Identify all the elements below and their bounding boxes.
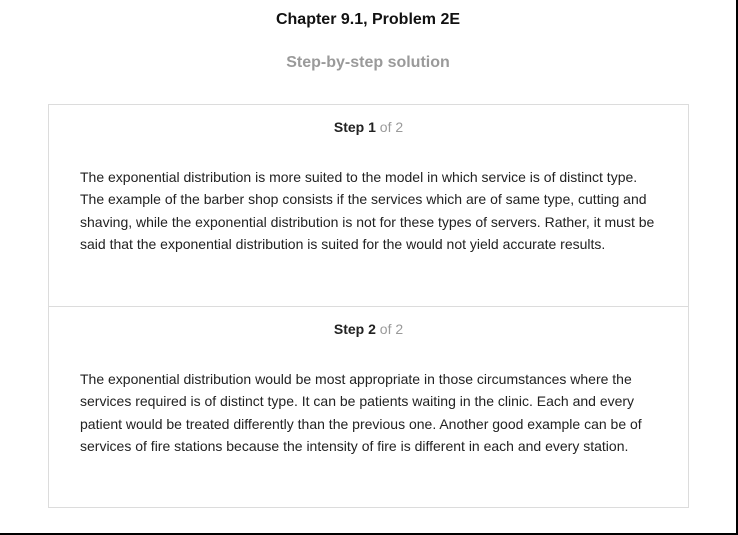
step-1-number: 1: [368, 119, 376, 135]
step-2-label: Step: [333, 321, 365, 337]
page-title: Chapter 9.1, Problem 2E: [275, 11, 461, 28]
step-2: [49, 306, 688, 507]
step-1-header: [49, 119, 688, 135]
solution-steps-card: [48, 104, 689, 508]
step-2-header: [49, 321, 688, 337]
step-2-of-total: of 2: [379, 321, 404, 337]
step-2-text: The exponential distribution would be most appropriate in those circumstances where the services required is of distinct type. It can be patients waiting in the clinic. Each and every patient would be treated differently than the previous one. Another good example can be of services of fire stations because the intensity of fire is different in each and every station.: [80, 371, 642, 454]
step-1-label: Step: [333, 119, 365, 135]
page-subtitle: Step-by-step solution: [286, 54, 450, 71]
step-2-number: 2: [368, 321, 376, 337]
step-1-of-total: of 2: [379, 119, 404, 135]
step-1-text: The exponential distribution is more suited to the model in which service is of distinct type. The example of the barber shop consists if the services which are of same type, cutting and shaving, while the exponential distribution is not for these types of servers. Rather, it must be said that the exponential distribution is suited for the would not yield accurate results.: [80, 169, 655, 252]
step-1: [49, 105, 688, 306]
